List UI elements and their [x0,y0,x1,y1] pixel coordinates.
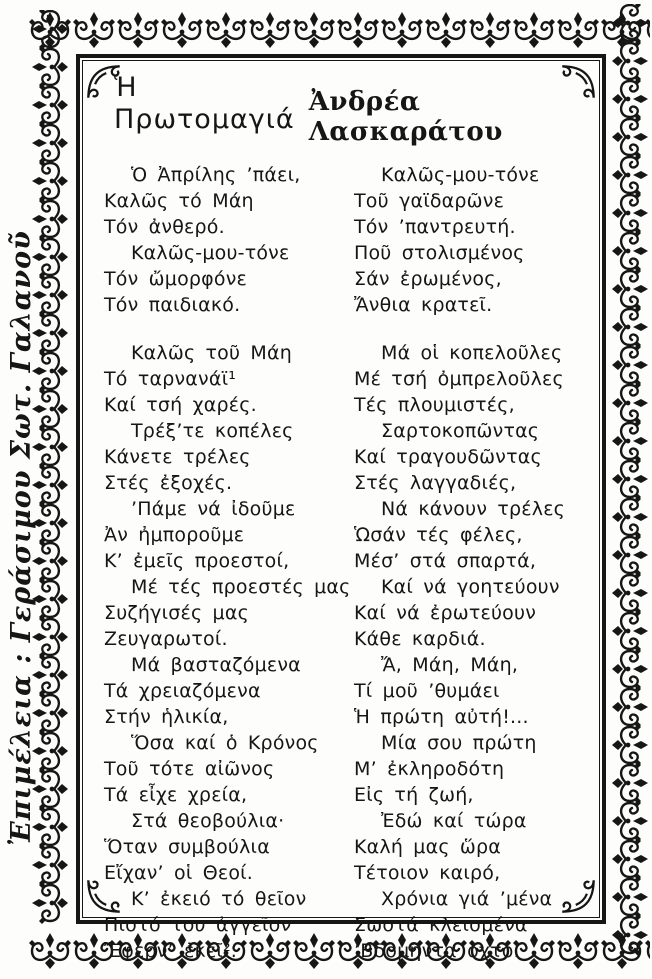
ornament-band-top [28,8,650,52]
fleuron-icon [72,11,116,49]
poem-line: Τές πλουμιστές, [354,394,515,416]
inner-frame [76,54,606,962]
poem-line: ’Πάμε νά ἰδοῦμε [131,498,296,520]
poem-line: Τρέξ’τε κοπέλες [131,420,294,442]
poem-line: Πιστό του ἀγγεῖον [104,914,292,936]
poem-line: Μ’ ἐκληροδότη [354,758,505,780]
poem-line: Καλῶς-μου-τόνε [381,164,540,186]
poem-line: Μά οἱ κοπελοῦλες [381,342,563,364]
poem-line: Ὅσα καί ὁ Κρόνος [131,732,319,754]
poem-columns [104,162,588,964]
poem-line: Καί τσή χαρές. [104,394,257,416]
poem-line: Κ’ ἐμεῖς προεστοί, [104,550,290,572]
poem-column-right [354,162,588,964]
poem-line: Ἐδώ καί τώρα [381,810,527,832]
fleuron-icon [611,913,649,957]
poem-line: Συζήγισές μας [104,602,249,624]
poem-line: Ἔφερν’ ἐκεῖ². [104,940,238,962]
poem-line: Τόν ὤμορφόνε [104,268,248,290]
poem-line: Σάν ἐρωμένος, [354,268,502,290]
poem-line: Στήν ἡλικία, [104,706,229,728]
poem-line: Κάνετε τρέλες [104,446,251,468]
fleuron-icon [31,881,69,925]
poem-line: Τόν ’παντρευτή. [354,216,516,238]
fleuron-icon [556,11,600,49]
poem-line: Μέσ’ στά σπαρτά, [354,550,537,572]
poem-line: Στές ἐξοχές. [104,472,233,494]
poem-line: Σαρτοκοπῶντας [381,420,540,442]
poem-line: Στά θεοβούλια· [131,810,285,832]
ornament-band-right [608,4,652,973]
poem-line: Καλῶς τοῦ Μάη [131,342,292,364]
poem-line: Τόν ἀνθερό. [104,216,225,238]
stanza-gap [354,318,588,340]
poem-line: Μέ τές προεστές μας [131,576,351,598]
fleuron-icon [160,11,204,49]
fleuron-icon [424,11,468,49]
poem-line: Ἀν ἠμποροῦμε [104,524,245,546]
poem-line: Τό ταρνανάϊ¹ [104,368,237,390]
page-content [86,64,596,962]
poem-line: Καλῶς-μου-τόνε [131,242,290,264]
fleuron-icon [292,11,336,49]
poem-line: Ζευγαρωτοί. [104,628,228,650]
poem-line: Καί νά ἐρωτεύουν [354,602,537,624]
poem-line: Κ’ ἐκειό τό θεῖον [131,888,307,910]
poem-line: Εἴχαν’ οἱ Θεοί. [104,862,254,884]
poem-line: Νά κάνουν τρέλες [381,498,566,520]
fleuron-icon [336,11,380,49]
poem-line: Τοῦ τότε αἰῶνος [104,758,275,780]
editor-credit-vertical: Ἐπιμέλεια : Γεράσιμου Σωτ. Γαλανοῦ [6,230,37,846]
poem-line: Ὅταν συμβούλια [104,836,270,858]
poem-line: Μία σου πρώτη [381,732,537,754]
poem-line: Τά χρειαζόμενα [104,680,261,702]
poem-line: Κάθε καρδιά. [354,628,486,650]
poem-line: Καί νά γοητεύουν [381,576,560,598]
poem-author: Ἀνδρέα Λασκαράτου [308,87,503,147]
poem-line: Εἰς τή ζωή, [354,784,474,806]
poem-line: Στές λαγγαδιές, [354,472,517,494]
fleuron-icon [380,11,424,49]
fleuron-icon [248,11,292,49]
fleuron-icon [116,11,160,49]
poem-line: Καλή μας ὥρα [354,836,502,858]
poem-line: Ἄ, Μάη, Μάη, [381,654,519,676]
poem-line: Ὡσάν τές φέλες, [354,524,523,546]
poem-line: Τόν παιδιακό. [104,294,241,316]
poem-line: Καί τραγουδῶντας [354,446,542,468]
poem-line: ’Βδομῆντα ὀχτό. [354,940,520,962]
poem-line: Σωστά κλεισμένα [354,914,528,936]
poem-line: Χρόνια γιά ’μένα [381,888,553,910]
poem-line: Μά βασταζόμενα [131,654,301,676]
poem-line: Ὁ Ἀπρίλης ’πάει, [131,164,301,186]
inner-frame-rule [82,60,600,962]
poem-line: Ποῦ στολισμένος [354,242,525,264]
poem-line: Τί μοῦ ’θυμάει [354,680,500,702]
poem-line: Καλῶς τό Μάη [104,190,254,212]
fleuron-icon [512,11,556,49]
poem-line: Ἡ πρώτη αὐτή!... [354,706,529,728]
poem-line: Τέτοιον καιρό, [354,862,501,884]
poem-line: Μέ τσή ὀμπρελοῦλες [354,368,564,390]
fleuron-icon [468,11,512,49]
poem-column-left [104,162,354,964]
poem-line: Ἄνθια κρατεῖ. [354,294,493,316]
poem-title: Ἡ Πρωτομαγιά [114,72,295,135]
stanza-gap [104,318,354,340]
fleuron-icon [204,11,248,49]
poem-header [114,72,588,147]
poem-line: Τά εἶχε χρεία, [104,784,248,806]
poem-line: Τοῦ γαϊδαρῶνε [354,190,505,212]
